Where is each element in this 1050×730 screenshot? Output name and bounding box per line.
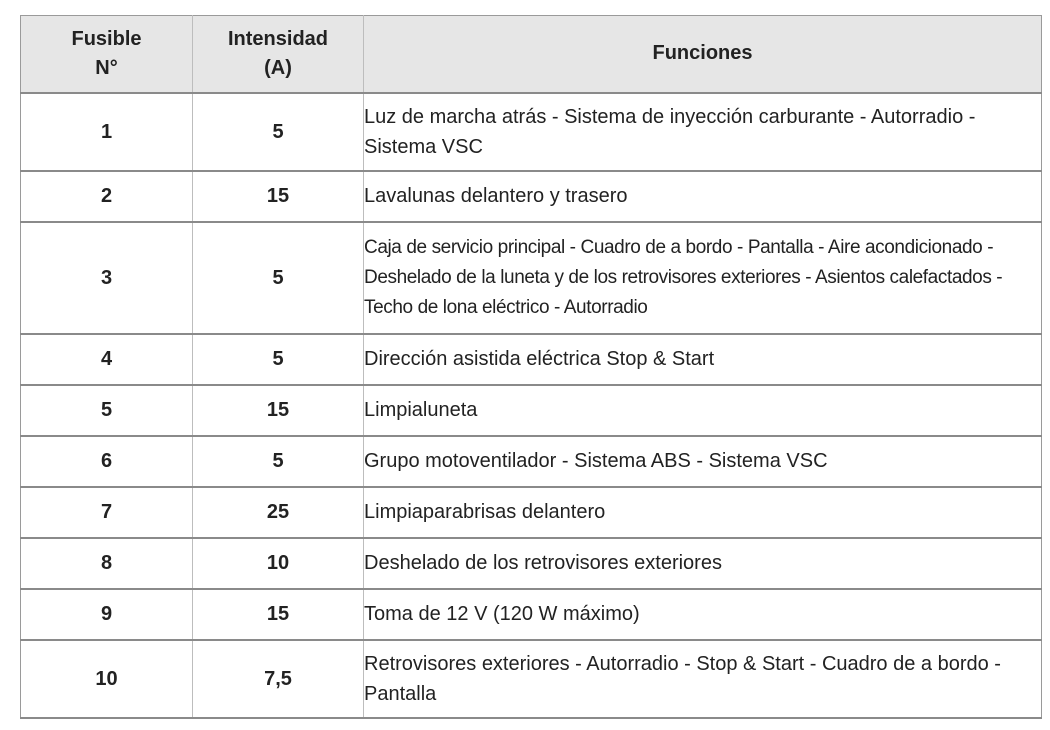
functions-cell: Retrovisores exteriores - Autorradio - Stop & Start - Cuadro de a bordo - Pantalla xyxy=(364,640,1042,718)
intensity-cell: 7,5 xyxy=(193,640,364,718)
table-row xyxy=(21,171,1042,222)
header-amp-line2: (A) xyxy=(264,56,292,79)
intensity-cell: 15 xyxy=(193,171,364,222)
functions-cell: Luz de marcha atrás - Sistema de inyección carburante - Autorradio - Sistema VSC xyxy=(364,93,1042,171)
intensity-cell: 10 xyxy=(193,538,364,589)
table-row xyxy=(21,222,1042,334)
fuse-number-cell: 1 xyxy=(21,93,193,171)
functions-cell: Lavalunas delantero y trasero xyxy=(364,171,1042,222)
functions-cell: Limpialuneta xyxy=(364,385,1042,436)
header-row xyxy=(21,16,1042,93)
header-amp-line1: Intensidad xyxy=(227,27,328,50)
table-row xyxy=(21,589,1042,640)
header-functions: Funciones xyxy=(364,16,1042,93)
intensity-cell: 15 xyxy=(193,385,364,436)
fuse-number-cell: 9 xyxy=(21,589,193,640)
fuse-number-cell: 3 xyxy=(21,222,193,334)
functions-cell: Toma de 12 V (120 W máximo) xyxy=(364,589,1042,640)
functions-cell: Deshelado de los retrovisores exteriores xyxy=(364,538,1042,589)
functions-cell: Grupo motoventilador - Sistema ABS - Sistema VSC xyxy=(364,436,1042,487)
fuse-table-header xyxy=(21,16,1042,93)
functions-cell: Limpiaparabrisas delantero xyxy=(364,487,1042,538)
header-fuse-number xyxy=(21,16,193,93)
table-row xyxy=(21,334,1042,385)
fuse-number-cell: 6 xyxy=(21,436,193,487)
fuse-number-cell: 8 xyxy=(21,538,193,589)
intensity-cell: 5 xyxy=(193,93,364,171)
table-row xyxy=(21,436,1042,487)
functions-cell: Caja de servicio principal - Cuadro de a bordo - Pantalla - Aire acondicionado - Deshelado de la luneta y de los retrovisores exteriores - Asientos calefactados - Techo de lona eléctrico - Autorradio xyxy=(364,222,1042,334)
fuse-number-cell: 2 xyxy=(21,171,193,222)
header-intensity xyxy=(193,16,364,93)
table-row xyxy=(21,93,1042,171)
table-row xyxy=(21,640,1042,718)
intensity-cell: 15 xyxy=(193,589,364,640)
table-row xyxy=(21,487,1042,538)
fuse-number-cell: 4 xyxy=(21,334,193,385)
fuse-number-cell: 5 xyxy=(21,385,193,436)
fuse-number-cell: 7 xyxy=(21,487,193,538)
header-fuse-line2: N° xyxy=(95,56,118,79)
table-row xyxy=(21,538,1042,589)
intensity-cell: 25 xyxy=(193,487,364,538)
fuse-table xyxy=(20,15,1042,719)
header-fuse-line1: Fusible xyxy=(71,27,142,50)
table-row xyxy=(21,385,1042,436)
intensity-cell: 5 xyxy=(193,222,364,334)
fuse-table-body xyxy=(21,93,1042,718)
functions-cell: Dirección asistida eléctrica Stop & Start xyxy=(364,334,1042,385)
intensity-cell: 5 xyxy=(193,334,364,385)
fuse-number-cell: 10 xyxy=(21,640,193,718)
intensity-cell: 5 xyxy=(193,436,364,487)
